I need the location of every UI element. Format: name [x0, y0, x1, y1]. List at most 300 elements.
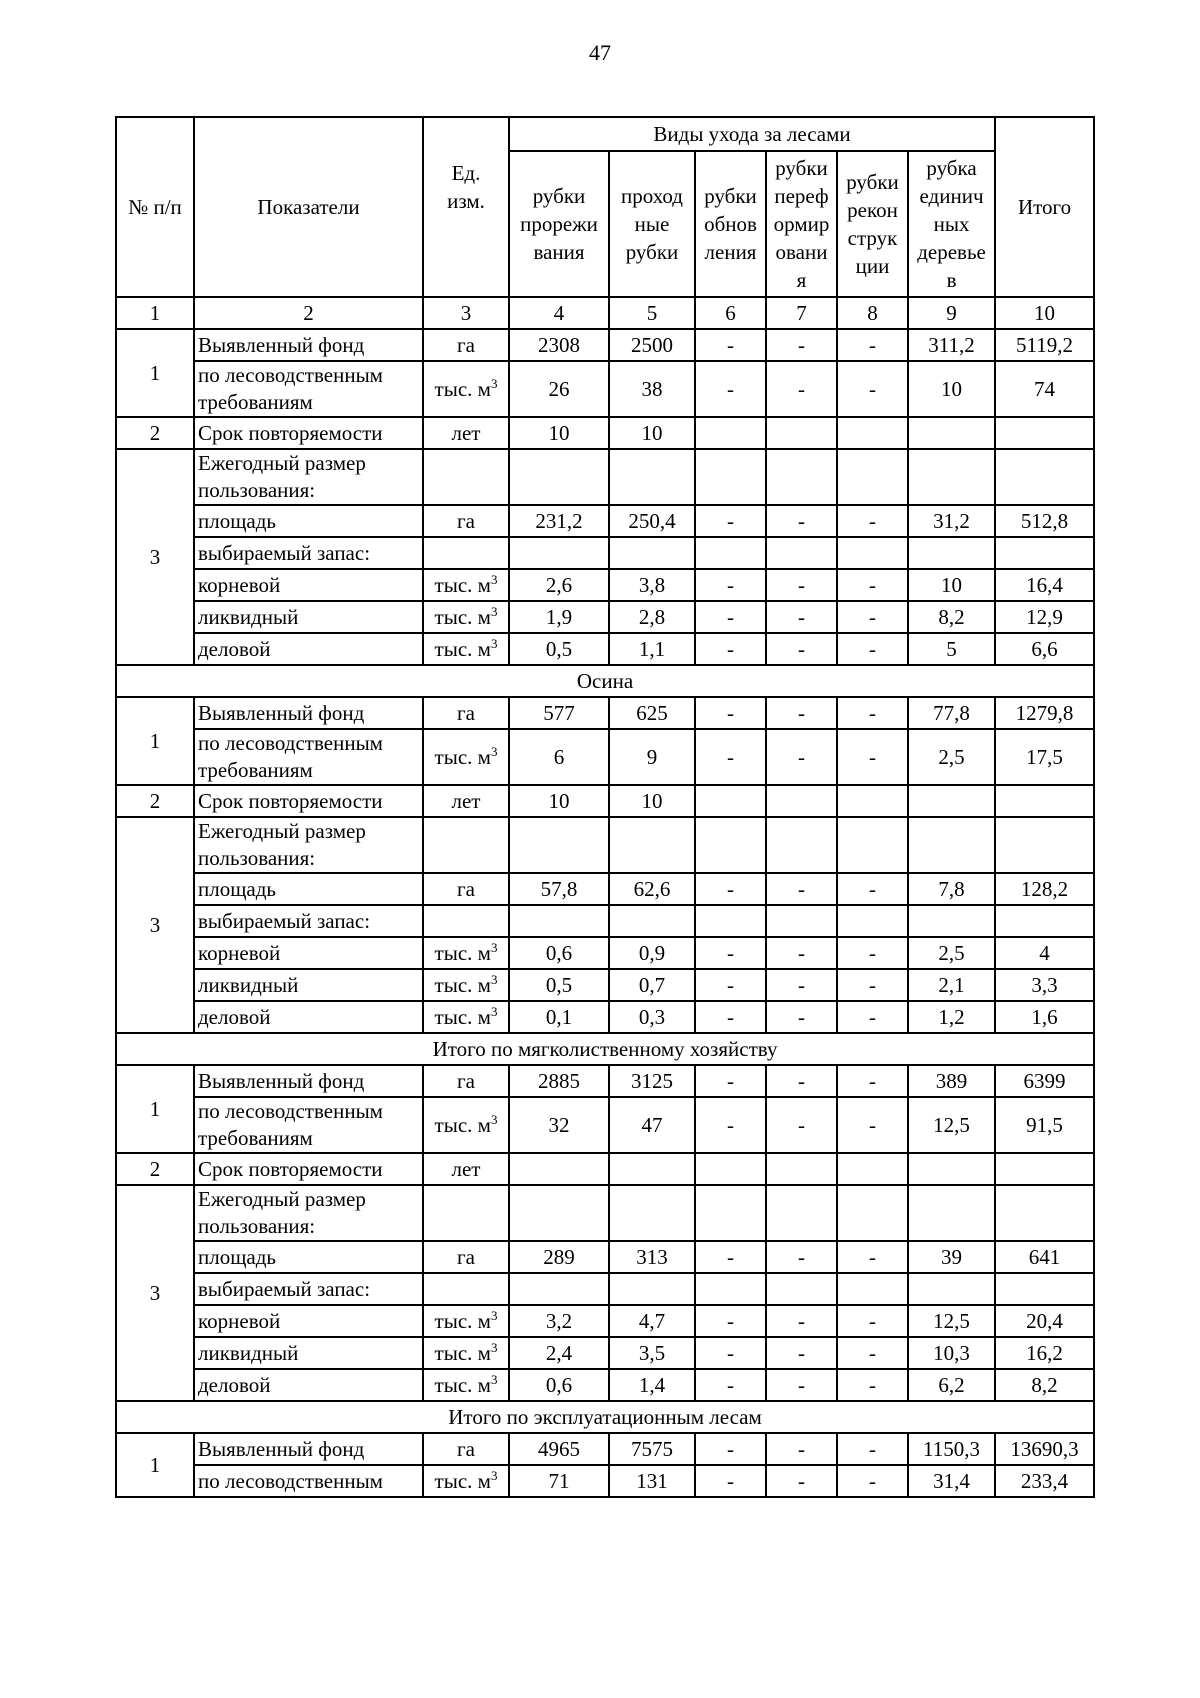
row-label: корневой	[194, 1305, 423, 1337]
unit-sup: 3	[490, 571, 498, 587]
value-cell: 389	[908, 1065, 995, 1097]
type-6-l2: единич	[919, 184, 984, 208]
table-row	[116, 569, 1094, 601]
value-cell: 1,9	[509, 601, 609, 633]
value-cell: 1279,8	[995, 697, 1094, 729]
unit-sup: 3	[490, 1307, 498, 1323]
unit-sup: 3	[490, 635, 498, 651]
header-group-title: Виды ухода за лесами	[509, 117, 995, 151]
value-cell: 26	[509, 361, 609, 417]
unit-cell	[423, 817, 509, 873]
value-cell	[695, 785, 766, 817]
table-row	[116, 785, 1094, 817]
unit-cell	[423, 449, 509, 505]
value-cell: 0,1	[509, 1001, 609, 1033]
value-cell: 7,8	[908, 873, 995, 905]
value-cell: -	[695, 633, 766, 665]
value-cell: -	[766, 569, 837, 601]
value-cell: 10	[509, 785, 609, 817]
value-cell	[609, 1153, 695, 1185]
unit-sup: 3	[490, 603, 498, 619]
value-cell	[766, 905, 837, 937]
value-cell: 4	[995, 937, 1094, 969]
row-label: ликвидный	[194, 601, 423, 633]
col-number: 3	[423, 297, 509, 329]
unit-cell	[423, 1305, 509, 1337]
unit-cell	[423, 1001, 509, 1033]
type-3-l2: обнов	[704, 212, 757, 236]
col-number: 7	[766, 297, 837, 329]
value-cell	[908, 905, 995, 937]
value-cell: -	[837, 361, 908, 417]
value-cell: 74	[995, 361, 1094, 417]
value-cell: 31,4	[908, 1465, 995, 1497]
unit-cell: га	[423, 697, 509, 729]
table-row	[116, 969, 1094, 1001]
value-cell	[837, 449, 908, 505]
value-cell: -	[837, 873, 908, 905]
column-numbers-row	[116, 297, 1094, 329]
row-label: Срок повторяемости	[194, 1153, 423, 1185]
unit-cell: га	[423, 1241, 509, 1273]
value-cell: 12,9	[995, 601, 1094, 633]
value-cell: -	[695, 729, 766, 785]
unit-sup: 3	[490, 971, 498, 987]
value-cell: 1,1	[609, 633, 695, 665]
row-label	[194, 817, 423, 873]
value-cell: 39	[908, 1241, 995, 1273]
unit-cell	[423, 1369, 509, 1401]
value-cell	[609, 817, 695, 873]
row-label: Срок повторяемости	[194, 785, 423, 817]
unit-cell	[423, 537, 509, 569]
row-label: площадь	[194, 505, 423, 537]
unit-text: тыс. м	[434, 1340, 491, 1365]
header-unit-line2: изм.	[447, 189, 485, 213]
value-cell	[766, 785, 837, 817]
value-cell: 3,2	[509, 1305, 609, 1337]
value-cell: 2,1	[908, 969, 995, 1001]
value-cell: -	[837, 1369, 908, 1401]
row-num: 2	[116, 1153, 194, 1185]
table-row	[116, 1001, 1094, 1033]
row-num: 3	[116, 817, 194, 1033]
unit-cell: га	[423, 1433, 509, 1465]
value-cell	[609, 1185, 695, 1241]
table-row	[116, 1305, 1094, 1337]
value-cell: 0,5	[509, 969, 609, 1001]
type-4-l4: овани	[775, 240, 828, 264]
row-label: деловой	[194, 633, 423, 665]
value-cell	[695, 905, 766, 937]
value-cell: -	[766, 329, 837, 361]
table-row	[116, 601, 1094, 633]
value-cell	[837, 817, 908, 873]
unit-text: тыс. м	[434, 972, 491, 997]
value-cell: 7575	[609, 1433, 695, 1465]
value-cell: 77,8	[908, 697, 995, 729]
value-cell: -	[695, 873, 766, 905]
value-cell: 91,5	[995, 1097, 1094, 1153]
value-cell: 10	[609, 417, 695, 449]
section-title: Итого по эксплуатационным лесам	[116, 1401, 1094, 1433]
col-number: 9	[908, 297, 995, 329]
value-cell: -	[837, 1065, 908, 1097]
value-cell: 6,6	[995, 633, 1094, 665]
unit-cell	[423, 601, 509, 633]
value-cell	[908, 449, 995, 505]
col-number: 8	[837, 297, 908, 329]
value-cell: -	[766, 969, 837, 1001]
row-num: 2	[116, 785, 194, 817]
table-row	[116, 873, 1094, 905]
unit-cell	[423, 969, 509, 1001]
type-4-l1: рубки	[775, 156, 828, 180]
row-label-l2: требованиям	[198, 1126, 313, 1150]
type-2-l1: проход	[621, 184, 683, 208]
value-cell	[695, 449, 766, 505]
unit-text: тыс. м	[434, 1308, 491, 1333]
value-cell: -	[695, 1305, 766, 1337]
row-label: ликвидный	[194, 1337, 423, 1369]
value-cell: -	[695, 1369, 766, 1401]
row-label: Выявленный фонд	[194, 1433, 423, 1465]
unit-text: тыс. м	[434, 1112, 491, 1137]
value-cell: -	[695, 1241, 766, 1273]
value-cell	[509, 1153, 609, 1185]
value-cell: 13690,3	[995, 1433, 1094, 1465]
value-cell: -	[837, 1001, 908, 1033]
value-cell	[908, 785, 995, 817]
value-cell: -	[837, 697, 908, 729]
header-type-4	[766, 151, 837, 297]
value-cell	[995, 905, 1094, 937]
value-cell: 577	[509, 697, 609, 729]
unit-cell: га	[423, 329, 509, 361]
value-cell: -	[695, 361, 766, 417]
value-cell: -	[695, 1097, 766, 1153]
value-cell	[995, 1185, 1094, 1241]
row-label-l1: по лесоводственным	[198, 363, 383, 387]
table-row	[116, 1065, 1094, 1097]
page-number: 47	[589, 40, 611, 65]
value-cell: -	[695, 697, 766, 729]
value-cell: -	[695, 601, 766, 633]
value-cell	[695, 1273, 766, 1305]
col-number: 6	[695, 297, 766, 329]
value-cell: 2,6	[509, 569, 609, 601]
unit-cell: га	[423, 873, 509, 905]
type-6-l1: рубка	[926, 156, 977, 180]
section-row	[116, 1401, 1094, 1433]
value-cell: -	[695, 1433, 766, 1465]
unit-cell	[423, 361, 509, 417]
unit-sup: 3	[490, 1339, 498, 1355]
type-6-l5: в	[946, 268, 957, 292]
value-cell	[837, 1153, 908, 1185]
unit-cell: га	[423, 505, 509, 537]
value-cell	[837, 537, 908, 569]
type-2-l2: ные	[634, 212, 670, 236]
value-cell: -	[837, 1465, 908, 1497]
value-cell	[995, 417, 1094, 449]
value-cell: -	[766, 601, 837, 633]
value-cell: -	[766, 937, 837, 969]
value-cell: -	[766, 1001, 837, 1033]
value-cell: 131	[609, 1465, 695, 1497]
value-cell: -	[766, 633, 837, 665]
table-row	[116, 361, 1094, 417]
unit-cell	[423, 569, 509, 601]
header-type-5	[837, 151, 908, 297]
value-cell: 0,6	[509, 1369, 609, 1401]
table-row	[116, 1241, 1094, 1273]
col-number: 5	[609, 297, 695, 329]
value-cell: 1,2	[908, 1001, 995, 1033]
value-cell: 12,5	[908, 1097, 995, 1153]
value-cell	[609, 449, 695, 505]
table-row	[116, 505, 1094, 537]
row-label: ликвидный	[194, 969, 423, 1001]
row-label	[194, 729, 423, 785]
value-cell: 10	[908, 361, 995, 417]
table-row	[116, 729, 1094, 785]
col-number: 2	[194, 297, 423, 329]
value-cell: 0,3	[609, 1001, 695, 1033]
value-cell: 71	[509, 1465, 609, 1497]
forest-care-table	[115, 116, 1095, 1498]
type-5-l1: рубки	[846, 170, 899, 194]
table-row	[116, 1153, 1094, 1185]
row-label-l1: Ежегодный размер	[198, 451, 366, 475]
row-num: 1	[116, 1065, 194, 1153]
value-cell: -	[837, 569, 908, 601]
value-cell: 1,6	[995, 1001, 1094, 1033]
row-label: Выявленный фонд	[194, 329, 423, 361]
row-label: площадь	[194, 873, 423, 905]
unit-sup: 3	[490, 1003, 498, 1019]
value-cell: 0,7	[609, 969, 695, 1001]
value-cell: 16,4	[995, 569, 1094, 601]
value-cell: -	[766, 1433, 837, 1465]
value-cell: -	[837, 1241, 908, 1273]
type-4-l3: ормир	[773, 212, 830, 236]
unit-cell	[423, 729, 509, 785]
value-cell: -	[695, 505, 766, 537]
value-cell: 4965	[509, 1433, 609, 1465]
value-cell: -	[695, 1465, 766, 1497]
value-cell: 5119,2	[995, 329, 1094, 361]
value-cell: -	[695, 1001, 766, 1033]
value-cell	[766, 1185, 837, 1241]
value-cell: -	[766, 1337, 837, 1369]
value-cell: 512,8	[995, 505, 1094, 537]
value-cell	[908, 817, 995, 873]
table-row	[116, 417, 1094, 449]
table-row	[116, 905, 1094, 937]
row-label	[194, 361, 423, 417]
row-label: Выявленный фонд	[194, 697, 423, 729]
value-cell	[695, 537, 766, 569]
unit-text: тыс. м	[434, 1468, 491, 1493]
row-label: выбираемый запас:	[194, 537, 423, 569]
value-cell: -	[695, 329, 766, 361]
type-4-l2: переф	[774, 184, 829, 208]
value-cell	[908, 537, 995, 569]
value-cell: 31,2	[908, 505, 995, 537]
header-unit	[423, 117, 509, 297]
table-row	[116, 1369, 1094, 1401]
value-cell: 0,9	[609, 937, 695, 969]
unit-cell: лет	[423, 417, 509, 449]
col-number: 10	[995, 297, 1094, 329]
unit-cell	[423, 1465, 509, 1497]
value-cell	[766, 537, 837, 569]
row-label-l2: требованиям	[198, 758, 313, 782]
value-cell	[509, 817, 609, 873]
value-cell: -	[837, 505, 908, 537]
value-cell: -	[837, 1337, 908, 1369]
value-cell: 12,5	[908, 1305, 995, 1337]
header-total: Итого	[995, 117, 1094, 297]
value-cell: -	[766, 1305, 837, 1337]
value-cell	[509, 449, 609, 505]
value-cell	[908, 1153, 995, 1185]
value-cell: -	[766, 1065, 837, 1097]
type-1-l1: рубки	[532, 184, 586, 208]
value-cell	[995, 449, 1094, 505]
header-type-1	[509, 151, 609, 297]
row-label: деловой	[194, 1001, 423, 1033]
value-cell	[609, 537, 695, 569]
value-cell: -	[695, 1337, 766, 1369]
row-label-l2: требованиям	[198, 390, 313, 414]
value-cell: 6	[509, 729, 609, 785]
row-label: Выявленный фонд	[194, 1065, 423, 1097]
unit-cell	[423, 937, 509, 969]
row-num: 1	[116, 1433, 194, 1497]
header-unit-line1: Ед.	[451, 161, 481, 185]
type-6-l3: ных	[933, 212, 970, 236]
value-cell: 3,5	[609, 1337, 695, 1369]
value-cell	[837, 417, 908, 449]
value-cell: 20,4	[995, 1305, 1094, 1337]
value-cell: 1,4	[609, 1369, 695, 1401]
value-cell: 10	[908, 569, 995, 601]
header-indicator: Показатели	[194, 117, 423, 297]
section-title: Итого по мягколиственному хозяйству	[116, 1033, 1094, 1065]
value-cell: 62,6	[609, 873, 695, 905]
type-1-l3: вания	[533, 240, 585, 264]
value-cell	[766, 817, 837, 873]
value-cell: 2,5	[908, 937, 995, 969]
value-cell	[609, 1273, 695, 1305]
value-cell	[766, 449, 837, 505]
unit-sup: 3	[490, 1467, 498, 1483]
value-cell: 231,2	[509, 505, 609, 537]
row-label-l2: пользования:	[198, 478, 316, 502]
value-cell: 4,7	[609, 1305, 695, 1337]
unit-cell: лет	[423, 1153, 509, 1185]
value-cell	[695, 417, 766, 449]
row-num: 2	[116, 417, 194, 449]
value-cell: -	[766, 1097, 837, 1153]
value-cell: -	[766, 1369, 837, 1401]
type-1-l2: прорежи	[520, 212, 598, 236]
unit-sup: 3	[490, 375, 498, 391]
value-cell	[766, 417, 837, 449]
row-num: 1	[116, 329, 194, 417]
value-cell	[766, 1153, 837, 1185]
row-label: деловой	[194, 1369, 423, 1401]
unit-text: тыс. м	[434, 744, 491, 769]
value-cell: -	[766, 697, 837, 729]
value-cell: 3,8	[609, 569, 695, 601]
type-5-l2: рекон	[847, 198, 898, 222]
value-cell	[837, 1273, 908, 1305]
value-cell: -	[766, 873, 837, 905]
value-cell: 5	[908, 633, 995, 665]
row-num: 3	[116, 449, 194, 665]
value-cell: -	[695, 569, 766, 601]
row-label-l1: Ежегодный размер	[198, 1187, 366, 1211]
row-label: корневой	[194, 569, 423, 601]
unit-sup: 3	[490, 743, 498, 759]
value-cell: 2885	[509, 1065, 609, 1097]
unit-text: тыс. м	[434, 636, 491, 661]
value-cell: 2,4	[509, 1337, 609, 1369]
value-cell	[509, 1185, 609, 1241]
value-cell	[908, 1185, 995, 1241]
type-6-l4: деревье	[917, 240, 986, 264]
row-label-l1: по лесоводственным	[198, 731, 383, 755]
unit-text: тыс. м	[434, 604, 491, 629]
row-label: по лесоводственным	[194, 1465, 423, 1497]
unit-text: тыс. м	[434, 572, 491, 597]
value-cell	[695, 1185, 766, 1241]
unit-cell	[423, 905, 509, 937]
row-label-l1: Ежегодный размер	[198, 819, 366, 843]
value-cell: 6399	[995, 1065, 1094, 1097]
section-row	[116, 1033, 1094, 1065]
unit-sup: 3	[490, 1371, 498, 1387]
unit-cell	[423, 1185, 509, 1241]
value-cell: 0,6	[509, 937, 609, 969]
value-cell: -	[766, 1465, 837, 1497]
table-row	[116, 817, 1094, 873]
unit-text: тыс. м	[434, 1004, 491, 1029]
value-cell: -	[837, 729, 908, 785]
unit-text: тыс. м	[434, 940, 491, 965]
value-cell: 2500	[609, 329, 695, 361]
value-cell: 2,8	[609, 601, 695, 633]
table-row	[116, 697, 1094, 729]
value-cell	[995, 1153, 1094, 1185]
type-5-l4: ции	[855, 254, 890, 278]
table-row	[116, 1185, 1094, 1241]
value-cell: 641	[995, 1241, 1094, 1273]
value-cell: 6,2	[908, 1369, 995, 1401]
value-cell: 128,2	[995, 873, 1094, 905]
row-num: 1	[116, 697, 194, 785]
value-cell: -	[837, 1097, 908, 1153]
value-cell: 233,4	[995, 1465, 1094, 1497]
value-cell	[908, 1273, 995, 1305]
value-cell: 47	[609, 1097, 695, 1153]
value-cell: 8,2	[995, 1369, 1094, 1401]
value-cell	[995, 817, 1094, 873]
value-cell: 9	[609, 729, 695, 785]
